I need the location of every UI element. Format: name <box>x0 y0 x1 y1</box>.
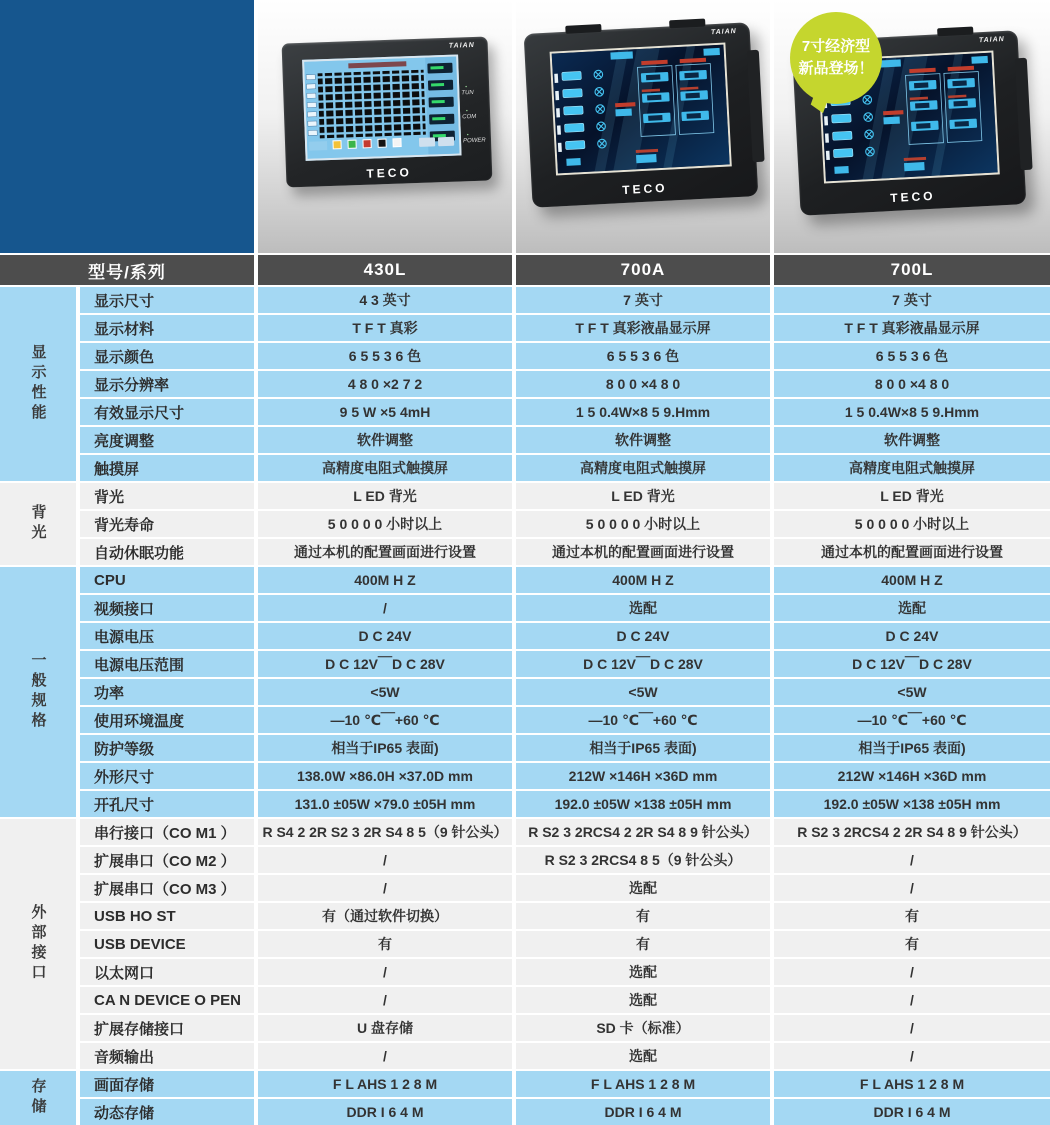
spec-name: 电源电压范围 <box>80 651 254 677</box>
spec-name: 音频输出 <box>80 1043 254 1069</box>
spec-value-700L: 1 5 0.4W×8 5 9.Hmm <box>774 399 1050 425</box>
spec-section-0 <box>0 287 1050 481</box>
spec-value-700A: 有 <box>516 903 770 929</box>
spec-value-700A: 选配 <box>516 1043 770 1069</box>
device-brand-taian: TAIAN <box>710 27 737 37</box>
spec-name: 外形尺寸 <box>80 763 254 789</box>
spec-name: 以太网口 <box>80 959 254 985</box>
spec-name: 画面存储 <box>80 1071 254 1097</box>
spec-value-700A: DDR I 6 4 M <box>516 1099 770 1125</box>
spec-value-700A: 8 0 0 ×4 8 0 <box>516 371 770 397</box>
device-brand-teco: TECO <box>889 188 936 206</box>
spec-value-700A: 5 0 0 0 0 小时以上 <box>516 511 770 537</box>
device-label-com: • COM <box>462 109 485 121</box>
product-photo-430l <box>258 0 512 253</box>
hmi-device-700a <box>524 22 759 208</box>
spec-value-700A: F L AHS 1 2 8 M <box>516 1071 770 1097</box>
spec-name: 视频接口 <box>80 595 254 621</box>
spec-value-430L: 400M H Z <box>258 567 512 593</box>
spec-value-430L: R S4 2 2R S2 3 2R S4 8 5（9 针公头） <box>258 819 512 845</box>
spec-value-430L: / <box>258 847 512 873</box>
spec-name: 背光 <box>80 483 254 509</box>
spec-value-430L: / <box>258 987 512 1013</box>
spec-name: 开孔尺寸 <box>80 791 254 817</box>
spec-value-430L: 有 <box>258 931 512 957</box>
spec-value-700A: 1 5 0.4W×8 5 9.Hmm <box>516 399 770 425</box>
spec-value-430L: L ED 背光 <box>258 483 512 509</box>
spec-value-430L: 通过本机的配置画面进行设置 <box>258 539 512 565</box>
spec-value-700A: 通过本机的配置画面进行设置 <box>516 539 770 565</box>
spec-value-700L: D C 12V￣D C 28V <box>774 651 1050 677</box>
spec-name: 触摸屏 <box>80 455 254 481</box>
spec-value-700L: 有 <box>774 931 1050 957</box>
spec-name: 显示颜色 <box>80 343 254 369</box>
spec-value-700A: —10 ℃￣+60 ℃ <box>516 707 770 733</box>
table-header <box>0 255 1050 285</box>
section-label: 一般规格 <box>0 567 76 817</box>
spec-name: 亮度调整 <box>80 427 254 453</box>
spec-name: 自动休眠功能 <box>80 539 254 565</box>
spec-value-700L: / <box>774 847 1050 873</box>
spec-value-430L: DDR I 6 4 M <box>258 1099 512 1125</box>
spec-value-700L: 有 <box>774 903 1050 929</box>
spec-value-700A: 选配 <box>516 959 770 985</box>
spec-section-3 <box>0 819 1050 1069</box>
section-label: 显示性能 <box>0 287 76 481</box>
spec-value-700L: R S2 3 2RCS4 2 2R S4 8 9 针公头） <box>774 819 1050 845</box>
device-label-tun: • TUN <box>461 85 484 97</box>
spec-value-700A: T F T 真彩液晶显示屏 <box>516 315 770 341</box>
spec-value-430L: 6 5 5 3 6 色 <box>258 343 512 369</box>
spec-value-430L: 131.0 ±05W ×79.0 ±05H mm <box>258 791 512 817</box>
spec-value-700L: / <box>774 1043 1050 1069</box>
section-label: 外部接口 <box>0 819 76 1069</box>
spec-value-700A: 选配 <box>516 987 770 1013</box>
product-photo-700l <box>774 0 1050 253</box>
spec-value-700A: 高精度电阻式触摸屏 <box>516 455 770 481</box>
spec-value-430L: 4 8 0 ×2 7 2 <box>258 371 512 397</box>
spec-value-700L: / <box>774 959 1050 985</box>
spec-value-700L: 高精度电阻式触摸屏 <box>774 455 1050 481</box>
spec-value-700L: 通过本机的配置画面进行设置 <box>774 539 1050 565</box>
spec-value-700A: <5W <box>516 679 770 705</box>
spec-value-430L: 相当于IP65 表面) <box>258 735 512 761</box>
spec-name: 扩展存储接口 <box>80 1015 254 1041</box>
spec-name: 显示尺寸 <box>80 287 254 313</box>
spec-value-700L: —10 ℃￣+60 ℃ <box>774 707 1050 733</box>
spec-value-430L: / <box>258 875 512 901</box>
spec-name: 电源电压 <box>80 623 254 649</box>
section-label: 背光 <box>0 483 76 565</box>
spec-value-430L: D C 12V￣D C 28V <box>258 651 512 677</box>
device-screen-430l <box>302 54 461 160</box>
badge-line1: 7寸经济型 <box>801 38 871 55</box>
spec-name: 动态存储 <box>80 1099 254 1125</box>
spec-value-700L: F L AHS 1 2 8 M <box>774 1071 1050 1097</box>
spec-value-700A: 7 英寸 <box>516 287 770 313</box>
spec-name: 背光寿命 <box>80 511 254 537</box>
spec-value-700L: 相当于IP65 表面) <box>774 735 1050 761</box>
spec-value-700A: 软件调整 <box>516 427 770 453</box>
spec-value-430L: 9 5 W ×5 4mH <box>258 399 512 425</box>
spec-value-700L: 7 英寸 <box>774 287 1050 313</box>
spec-section-4 <box>0 1071 1050 1125</box>
spec-name: 有效显示尺寸 <box>80 399 254 425</box>
spec-value-700L: 400M H Z <box>774 567 1050 593</box>
spec-value-700A: 6 5 5 3 6 色 <box>516 343 770 369</box>
spec-value-700A: L ED 背光 <box>516 483 770 509</box>
spec-name: CA N DEVICE O PEN <box>80 987 254 1013</box>
spec-value-430L: D C 24V <box>258 623 512 649</box>
hmi-device-430l <box>282 36 493 187</box>
header-model-700l: 700L <box>774 255 1050 285</box>
spec-value-700A: D C 24V <box>516 623 770 649</box>
spec-value-700L: DDR I 6 4 M <box>774 1099 1050 1125</box>
spec-name: 串行接口（CO M1 ） <box>80 819 254 845</box>
spec-value-430L: 138.0W ×86.0H ×37.0D mm <box>258 763 512 789</box>
device-brand-taian: TAIAN <box>978 35 1005 45</box>
section-label: 存储 <box>0 1071 76 1125</box>
spec-value-700A: 相当于IP65 表面) <box>516 735 770 761</box>
spec-value-430L: <5W <box>258 679 512 705</box>
spec-value-700L: 192.0 ±05W ×138 ±05H mm <box>774 791 1050 817</box>
spec-value-700A: 有 <box>516 931 770 957</box>
spec-value-700L: 6 5 5 3 6 色 <box>774 343 1050 369</box>
brand-block <box>0 0 254 253</box>
spec-name: 使用环境温度 <box>80 707 254 733</box>
spec-value-700A: R S2 3 2RCS4 8 5（9 针公头） <box>516 847 770 873</box>
spec-value-430L: / <box>258 1043 512 1069</box>
spec-value-700A: D C 12V￣D C 28V <box>516 651 770 677</box>
spec-value-700A: 选配 <box>516 875 770 901</box>
spec-name: 防护等级 <box>80 735 254 761</box>
spec-value-700L: / <box>774 875 1050 901</box>
spec-value-700L: T F T 真彩液晶显示屏 <box>774 315 1050 341</box>
spec-value-430L: —10 ℃￣+60 ℃ <box>258 707 512 733</box>
spec-name: CPU <box>80 567 254 593</box>
spec-value-700L: / <box>774 1015 1050 1041</box>
spec-value-700A: 192.0 ±05W ×138 ±05H mm <box>516 791 770 817</box>
spec-value-430L: T F T 真彩 <box>258 315 512 341</box>
spec-value-430L: F L AHS 1 2 8 M <box>258 1071 512 1097</box>
spec-table <box>0 287 1050 1125</box>
spec-value-700L: L ED 背光 <box>774 483 1050 509</box>
spec-name: USB HO ST <box>80 903 254 929</box>
spec-value-700L: D C 24V <box>774 623 1050 649</box>
spec-value-700A: R S2 3 2RCS4 2 2R S4 8 9 针公头） <box>516 819 770 845</box>
device-brand-teco: TECO <box>621 180 668 198</box>
header-model-series: 型号/系列 <box>0 255 254 285</box>
badge-line2: 新品登场！ <box>798 60 874 77</box>
spec-value-430L: 4 3 英寸 <box>258 287 512 313</box>
spec-value-700A: 400M H Z <box>516 567 770 593</box>
spec-value-700L: 选配 <box>774 595 1050 621</box>
spec-value-430L: 软件调整 <box>258 427 512 453</box>
spec-name: 显示分辨率 <box>80 371 254 397</box>
product-showcase <box>0 0 1050 253</box>
spec-value-700L: 212W ×146H ×36D mm <box>774 763 1050 789</box>
spec-name: 扩展串口（CO M2 ） <box>80 847 254 873</box>
spec-section-1 <box>0 483 1050 565</box>
spec-value-430L: 5 0 0 0 0 小时以上 <box>258 511 512 537</box>
spec-value-430L: U 盘存储 <box>258 1015 512 1041</box>
spec-value-700A: 212W ×146H ×36D mm <box>516 763 770 789</box>
device-brand-teco: TECO <box>366 165 413 181</box>
device-label-power: • POWER <box>463 133 486 145</box>
spec-name: 显示材料 <box>80 315 254 341</box>
new-product-badge <box>790 12 882 104</box>
spec-value-430L: 高精度电阻式触摸屏 <box>258 455 512 481</box>
spec-name: 扩展串口（CO M3 ） <box>80 875 254 901</box>
spec-name: USB DEVICE <box>80 931 254 957</box>
header-model-700a: 700A <box>516 255 770 285</box>
spec-value-430L: 有（通过软件切换） <box>258 903 512 929</box>
spec-value-700L: / <box>774 987 1050 1013</box>
device-brand-taian: TAIAN <box>448 41 475 50</box>
spec-value-700A: 选配 <box>516 595 770 621</box>
spec-value-700L: 软件调整 <box>774 427 1050 453</box>
header-model-430l: 430L <box>258 255 512 285</box>
spec-section-2 <box>0 567 1050 817</box>
spec-value-430L: / <box>258 595 512 621</box>
spec-name: 功率 <box>80 679 254 705</box>
spec-value-700A: SD 卡（标准） <box>516 1015 770 1041</box>
spec-value-700L: 5 0 0 0 0 小时以上 <box>774 511 1050 537</box>
device-screen-700a <box>550 42 732 175</box>
spec-value-430L: / <box>258 959 512 985</box>
spec-value-700L: <5W <box>774 679 1050 705</box>
spec-value-700L: 8 0 0 ×4 8 0 <box>774 371 1050 397</box>
product-photo-700a <box>516 0 770 253</box>
device-port-labels <box>461 85 486 145</box>
